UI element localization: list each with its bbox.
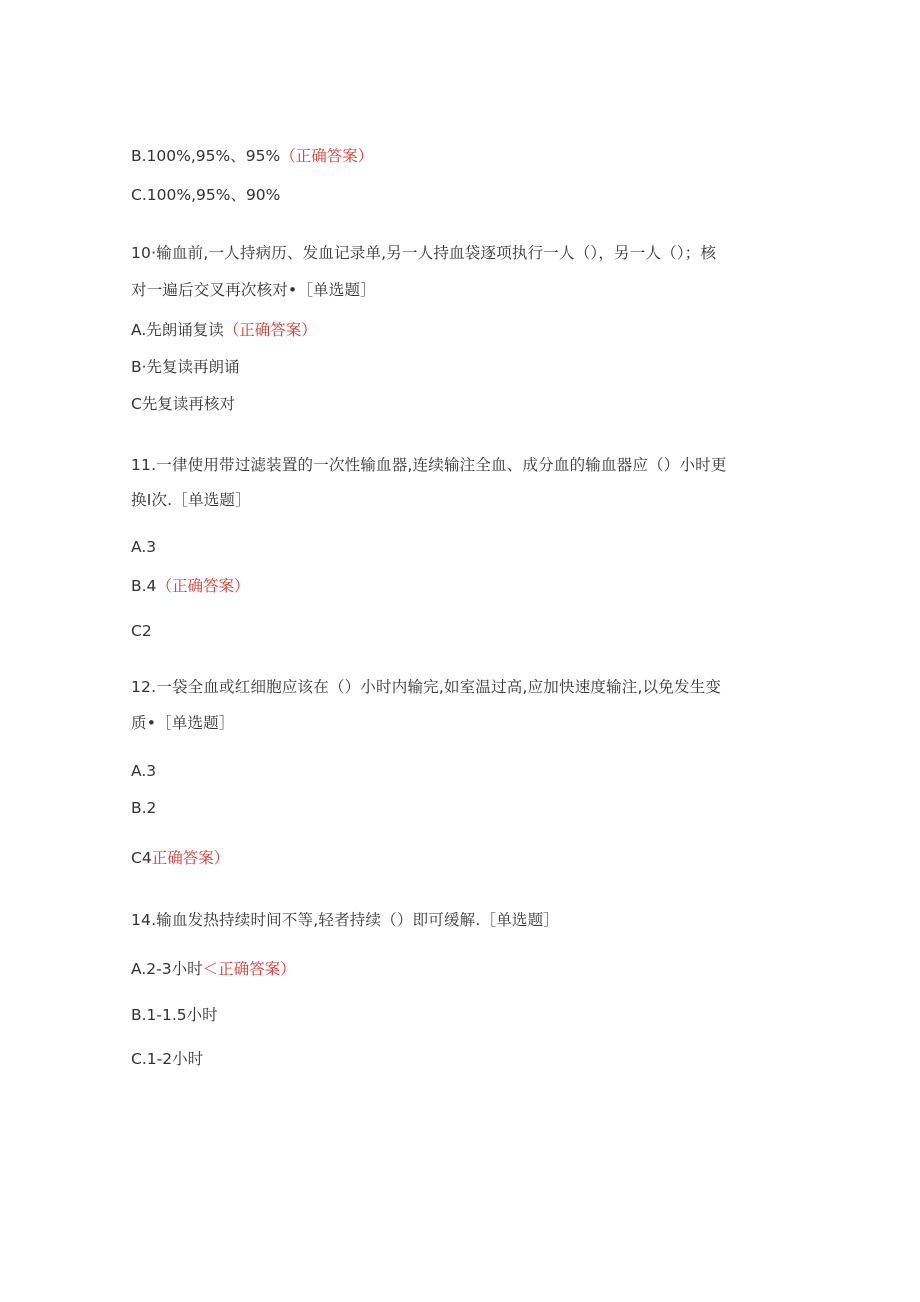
option-b-q12: B.2 bbox=[131, 799, 157, 817]
option-a-q11: A.3 bbox=[131, 538, 157, 556]
option-c-q10: C先复读再核对 bbox=[131, 395, 235, 413]
option-a-q12: A.3 bbox=[131, 762, 157, 780]
option-b-q10: B·先复读再朗诵 bbox=[131, 358, 240, 376]
question-10-line-2: 对一遍后交叉再次核对•［单选题］ bbox=[131, 281, 376, 299]
correct-answer-mark: （正确答案） bbox=[280, 147, 374, 165]
option-b-q11: B.4（正确答案） bbox=[131, 577, 250, 595]
option-b-q14: B.1-1.5小时 bbox=[131, 1006, 218, 1024]
question-14-line-1: 14.输血发热持续时间不等,轻者持续（）即可缓解.［单选题］ bbox=[131, 911, 560, 929]
option-a-q14: A.2-3小时＜正确答案） bbox=[131, 960, 296, 978]
option-c-q12: C4正确答案） bbox=[131, 849, 230, 867]
question-10-line-1: 10·输血前,一人持病历、发血记录单,另一人持血袋逐项执行一人（），另一人（）；核 bbox=[131, 244, 717, 262]
question-12-line-1: 12.一袋全血或红细胞应该在（）小时内输完,如室温过高,应加快速度输注,以免发生变 bbox=[131, 678, 722, 696]
correct-answer-mark: （正确答案） bbox=[223, 321, 317, 339]
question-11-line-1: 11.一律使用带过滤装置的一次性输血器,连续输注全血、成分血的输血器应（）小时更 bbox=[131, 456, 727, 474]
option-b-q9: B.100%,95%、95%（正确答案） bbox=[131, 147, 374, 165]
option-c-q9: C.100%,95%、90% bbox=[131, 186, 281, 204]
option-c-q11: C2 bbox=[131, 622, 152, 640]
correct-answer-mark: （正确答案） bbox=[156, 577, 250, 595]
question-11-line-2: 换I次.［单选题］ bbox=[131, 491, 251, 509]
option-a-q10: A.先朗诵复读（正确答案） bbox=[131, 321, 317, 339]
correct-answer-mark: ＜正确答案） bbox=[202, 960, 296, 978]
correct-answer-mark: 正确答案） bbox=[151, 849, 230, 867]
option-c-q14: C.1-2小时 bbox=[131, 1050, 204, 1068]
question-12-line-2: 质•［单选题］ bbox=[131, 714, 235, 732]
